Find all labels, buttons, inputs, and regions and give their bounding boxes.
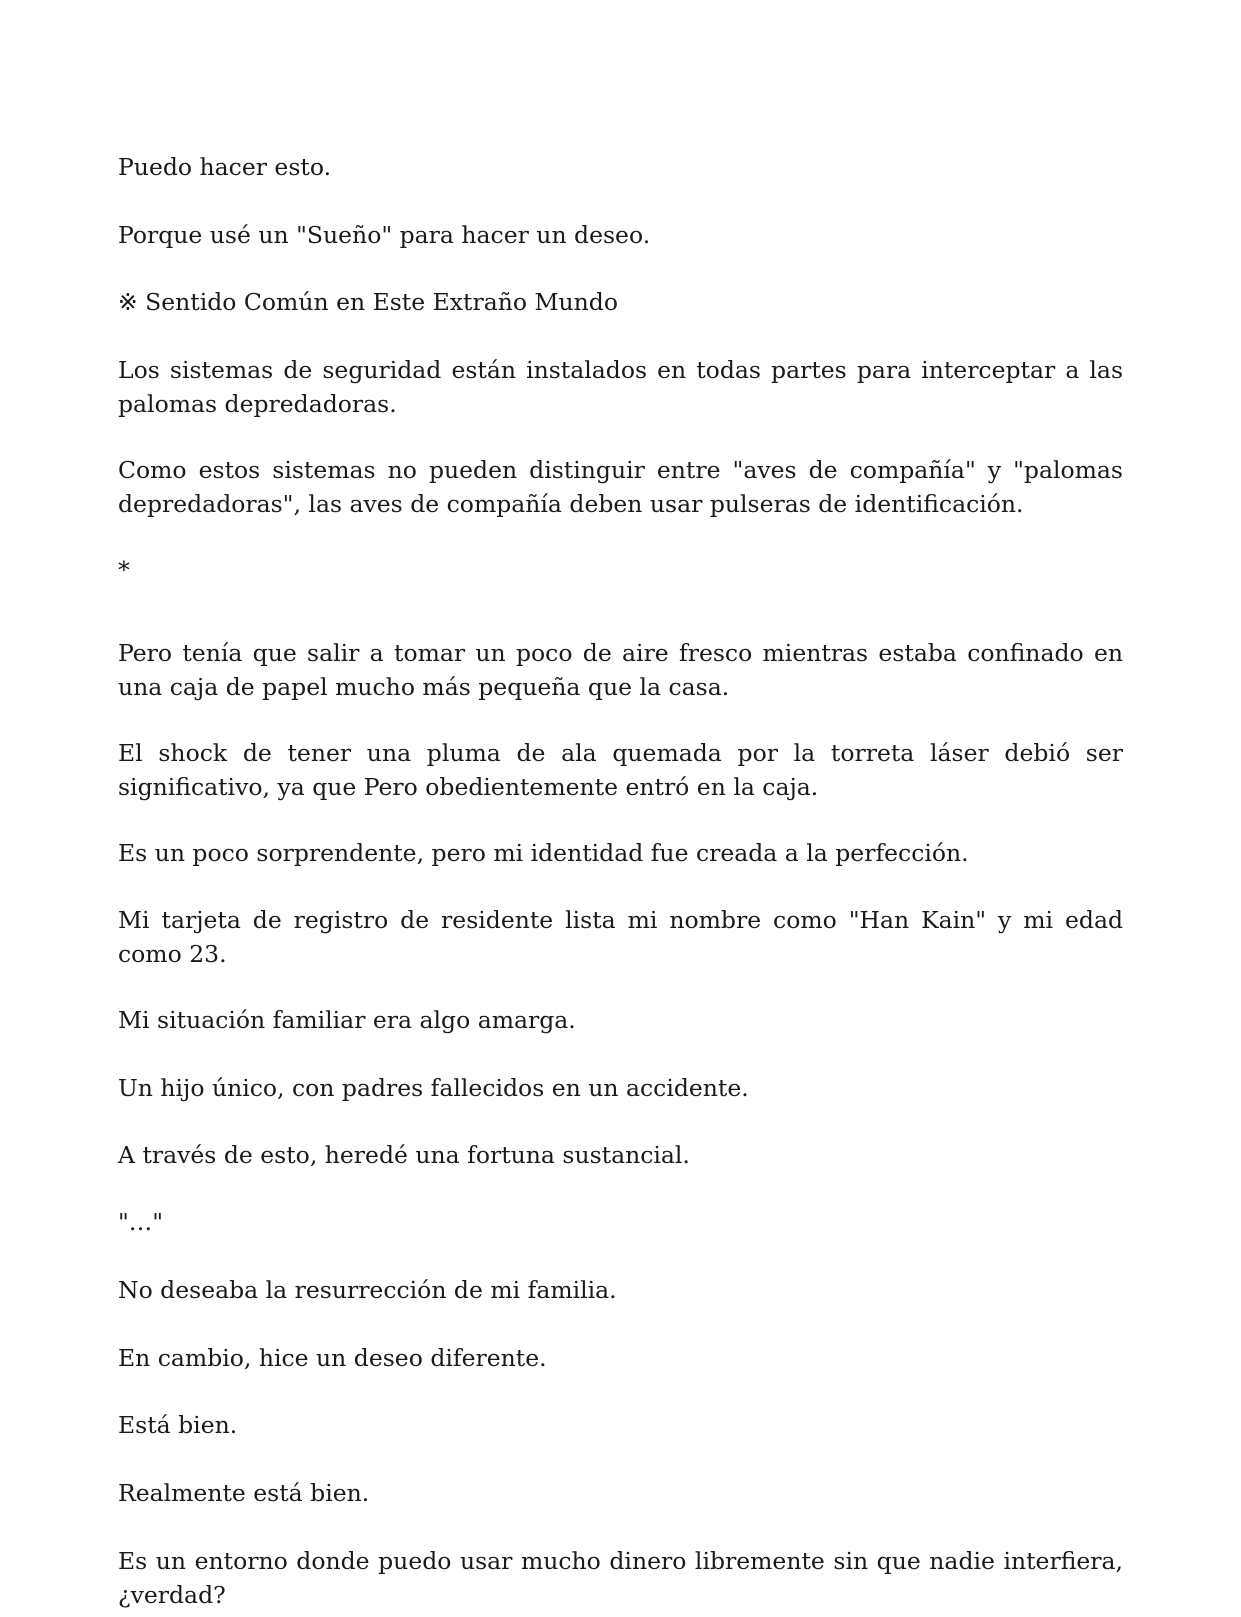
paragraph: Como estos sistemas no pueden distinguir entre "aves de compañía" y "palomas depredadoras", las aves de compañía deben usar pulseras de identificación. [118, 456, 1123, 518]
paragraph: En cambio, hice un deseo diferente. [118, 1344, 547, 1372]
paragraph: Mi situación familiar era algo amarga. [118, 1006, 576, 1034]
paragraph: A través de esto, heredé una fortuna sustancial. [118, 1141, 690, 1169]
paragraph: El shock de tener una pluma de ala quemada por la torreta láser debió ser significativo, ya que Pero obedientemente entró en la caja. [118, 739, 1123, 801]
paragraph: Realmente está bien. [118, 1479, 370, 1507]
paragraph: Porque usé un "Sueño" para hacer un deseo. [118, 221, 651, 249]
paragraph: Pero tenía que salir a tomar un poco de aire fresco mientras estaba confinado en una caja de papel mucho más pequeña que la casa. [118, 639, 1123, 701]
paragraph: Un hijo único, con padres fallecidos en un accidente. [118, 1074, 749, 1102]
paragraph: No deseaba la resurrección de mi familia. [118, 1276, 617, 1304]
paragraph: Puedo hacer esto. [118, 153, 332, 181]
dialogue: "…" [118, 1208, 164, 1236]
section-heading: ※ Sentido Común en Este Extraño Mundo [118, 288, 618, 316]
paragraph: Es un entorno donde puedo usar mucho dinero libremente sin que nadie interfiera, ¿verdad? [118, 1547, 1123, 1609]
paragraph: Los sistemas de seguridad están instalados en todas partes para interceptar a las palomas depredadoras. [118, 356, 1123, 418]
paragraph: Está bien. [118, 1411, 238, 1439]
paragraph: Es un poco sorprendente, pero mi identidad fue creada a la perfección. [118, 839, 969, 867]
scene-separator: * [118, 556, 130, 584]
paragraph: Mi tarjeta de registro de residente lista mi nombre como "Han Kain" y mi edad como 23. [118, 906, 1123, 968]
